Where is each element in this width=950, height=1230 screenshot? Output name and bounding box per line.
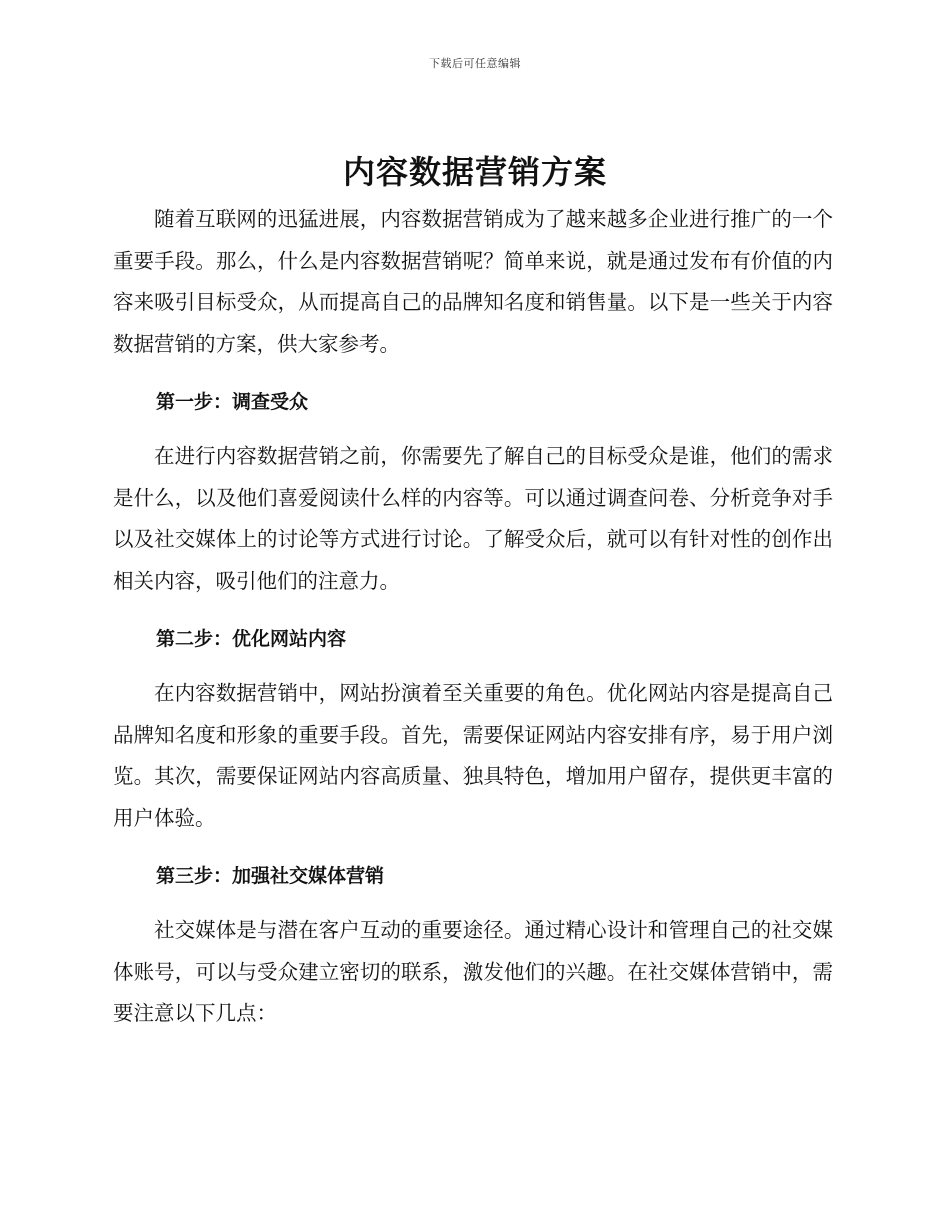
document-title: 内容数据营销方案	[342, 153, 607, 191]
spacer	[113, 890, 833, 910]
spacer	[113, 416, 833, 436]
section-body-step-2: 在内容数据营销中，网站扮演着至关重要的角色。优化网站内容是提高自己品牌知名度和形象的重要手段。首先，需要保证网站内容安排有序，易于用户浏览。其次，需要保证网站内容高质量、独具特色，增加用户留存，提供更丰富的用户体验。	[113, 681, 833, 830]
spacer	[113, 653, 833, 673]
section-heading-step-1: 第一步：调查受众	[156, 391, 309, 413]
section-heading-step-3: 第三步：加强社交媒体营销	[156, 865, 385, 887]
intro-paragraph: 随着互联网的迅猛进展，内容数据营销成为了越来越多企业进行推广的一个重要手段。那么，什么是内容数据营销呢？简单来说，就是通过发布有价值的内容来吸引目标受众，从而提高自己的品牌知名度和销售量。以下是一些关于内容数据营销的方案，供大家参考。	[113, 207, 833, 356]
spacer	[113, 602, 833, 625]
document-body	[113, 199, 833, 1035]
section-body-step-1: 在进行内容数据营销之前，你需要先了解自己的目标受众是谁，他们的需求是什么，以及他们喜爱阅读什么样的内容等。可以通过调查问卷、分析竞争对手以及社交媒体上的讨论等方式进行讨论。了解受众后，就可以有针对性的创作出相关内容，吸引他们的注意力。	[113, 444, 833, 593]
section-heading-step-2: 第二步：优化网站内容	[156, 628, 347, 650]
header-note: 下载后可任意编辑	[429, 57, 521, 70]
spacer	[113, 365, 833, 388]
section-body-step-3: 社交媒体是与潜在客户互动的重要途径。通过精心设计和管理自己的社交媒体账号，可以与受众建立密切的联系，激发他们的兴趣。在社交媒体营销中，需要注意以下几点：	[113, 918, 833, 1025]
spacer	[113, 839, 833, 862]
